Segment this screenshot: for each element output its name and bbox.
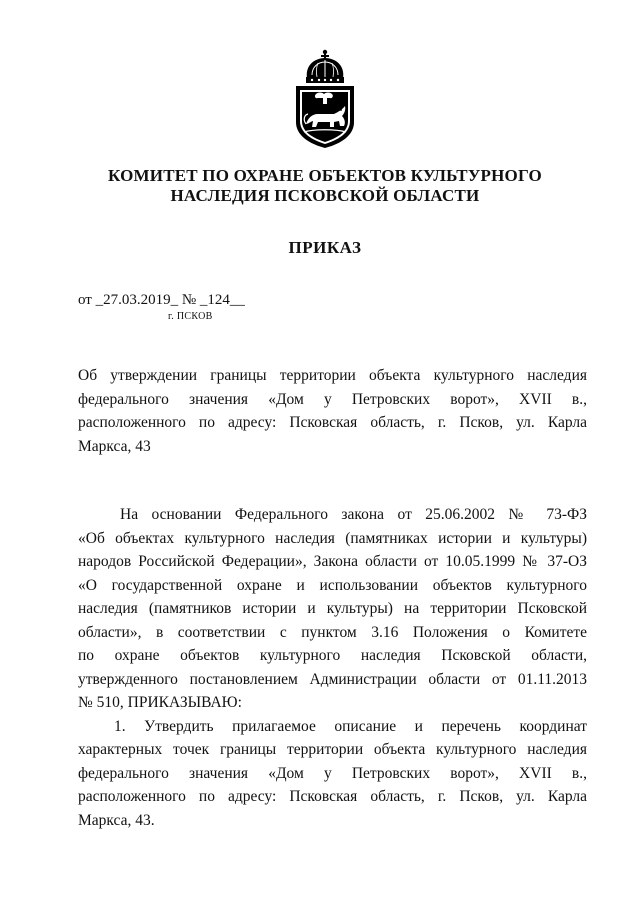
body-line: 1. Утвердить прилагаемое описание и перечень координат: [114, 717, 587, 735]
subject-line: федерального значения «Дом у Петровских ворот», XVII в.,: [78, 390, 587, 408]
subject-line: расположенного по адресу: Псковская область, г. Псков, ул. Карла: [78, 414, 587, 431]
body-line: Маркса, 43.: [78, 811, 155, 829]
document-type: ПРИКАЗ: [288, 238, 362, 257]
body-line: характерных точек границы территории объекта культурного наследия: [78, 741, 587, 758]
body-line: утвержденного постановлением Администрации области от 01.11.2013: [78, 670, 587, 688]
order-body: [78, 503, 587, 832]
organization-name-line-2: НАСЛЕДИЯ ПСКОВСКОЙ ОБЛАСТИ: [170, 186, 480, 205]
body-line: народов Российской Федерации», Закона области от 10.05.1999 № 37-ОЗ: [78, 553, 587, 570]
body-line: наследия (памятников истории и культуры) на территории Псковской: [78, 600, 587, 617]
body-line: по охране объектов культурного наследия Псковской области,: [78, 647, 587, 664]
organization-name: [60, 166, 590, 206]
shield-icon: [296, 86, 354, 148]
pskov-coat-of-arms-icon: [290, 48, 360, 150]
body-line: «О государственной охране и использовании объектов культурного: [78, 576, 587, 594]
order-subject: [78, 364, 587, 458]
body-line: На основании Федерального закона от 25.06.2002 № 73-ФЗ: [120, 506, 587, 523]
body-line: «Об объектах культурного наследия (памятниках истории и культуры): [78, 529, 587, 547]
subject-line: Об утверждении границы территории объекта культурного наследия: [78, 367, 587, 384]
date-and-number: от _27.03.2019_ № _124__: [78, 292, 245, 308]
city-label: г. ПСКОВ: [168, 311, 213, 322]
body-line: области», в соответствии с пунктом 3.16 Положения о Комитете: [78, 623, 587, 641]
subject-line: Маркса, 43: [78, 437, 151, 455]
organization-name-line-1: КОМИТЕТ ПО ОХРАНЕ ОБЪЕКТОВ КУЛЬТУРНОГО: [108, 166, 542, 185]
body-line: расположенного по адресу: Псковская область, г. Псков, ул. Карла: [78, 788, 587, 805]
body-line: № 510, ПРИКАЗЫВАЮ:: [78, 694, 242, 711]
crown-icon: [306, 50, 344, 83]
body-line: федерального значения «Дом у Петровских ворот», XVII в.,: [78, 764, 587, 782]
